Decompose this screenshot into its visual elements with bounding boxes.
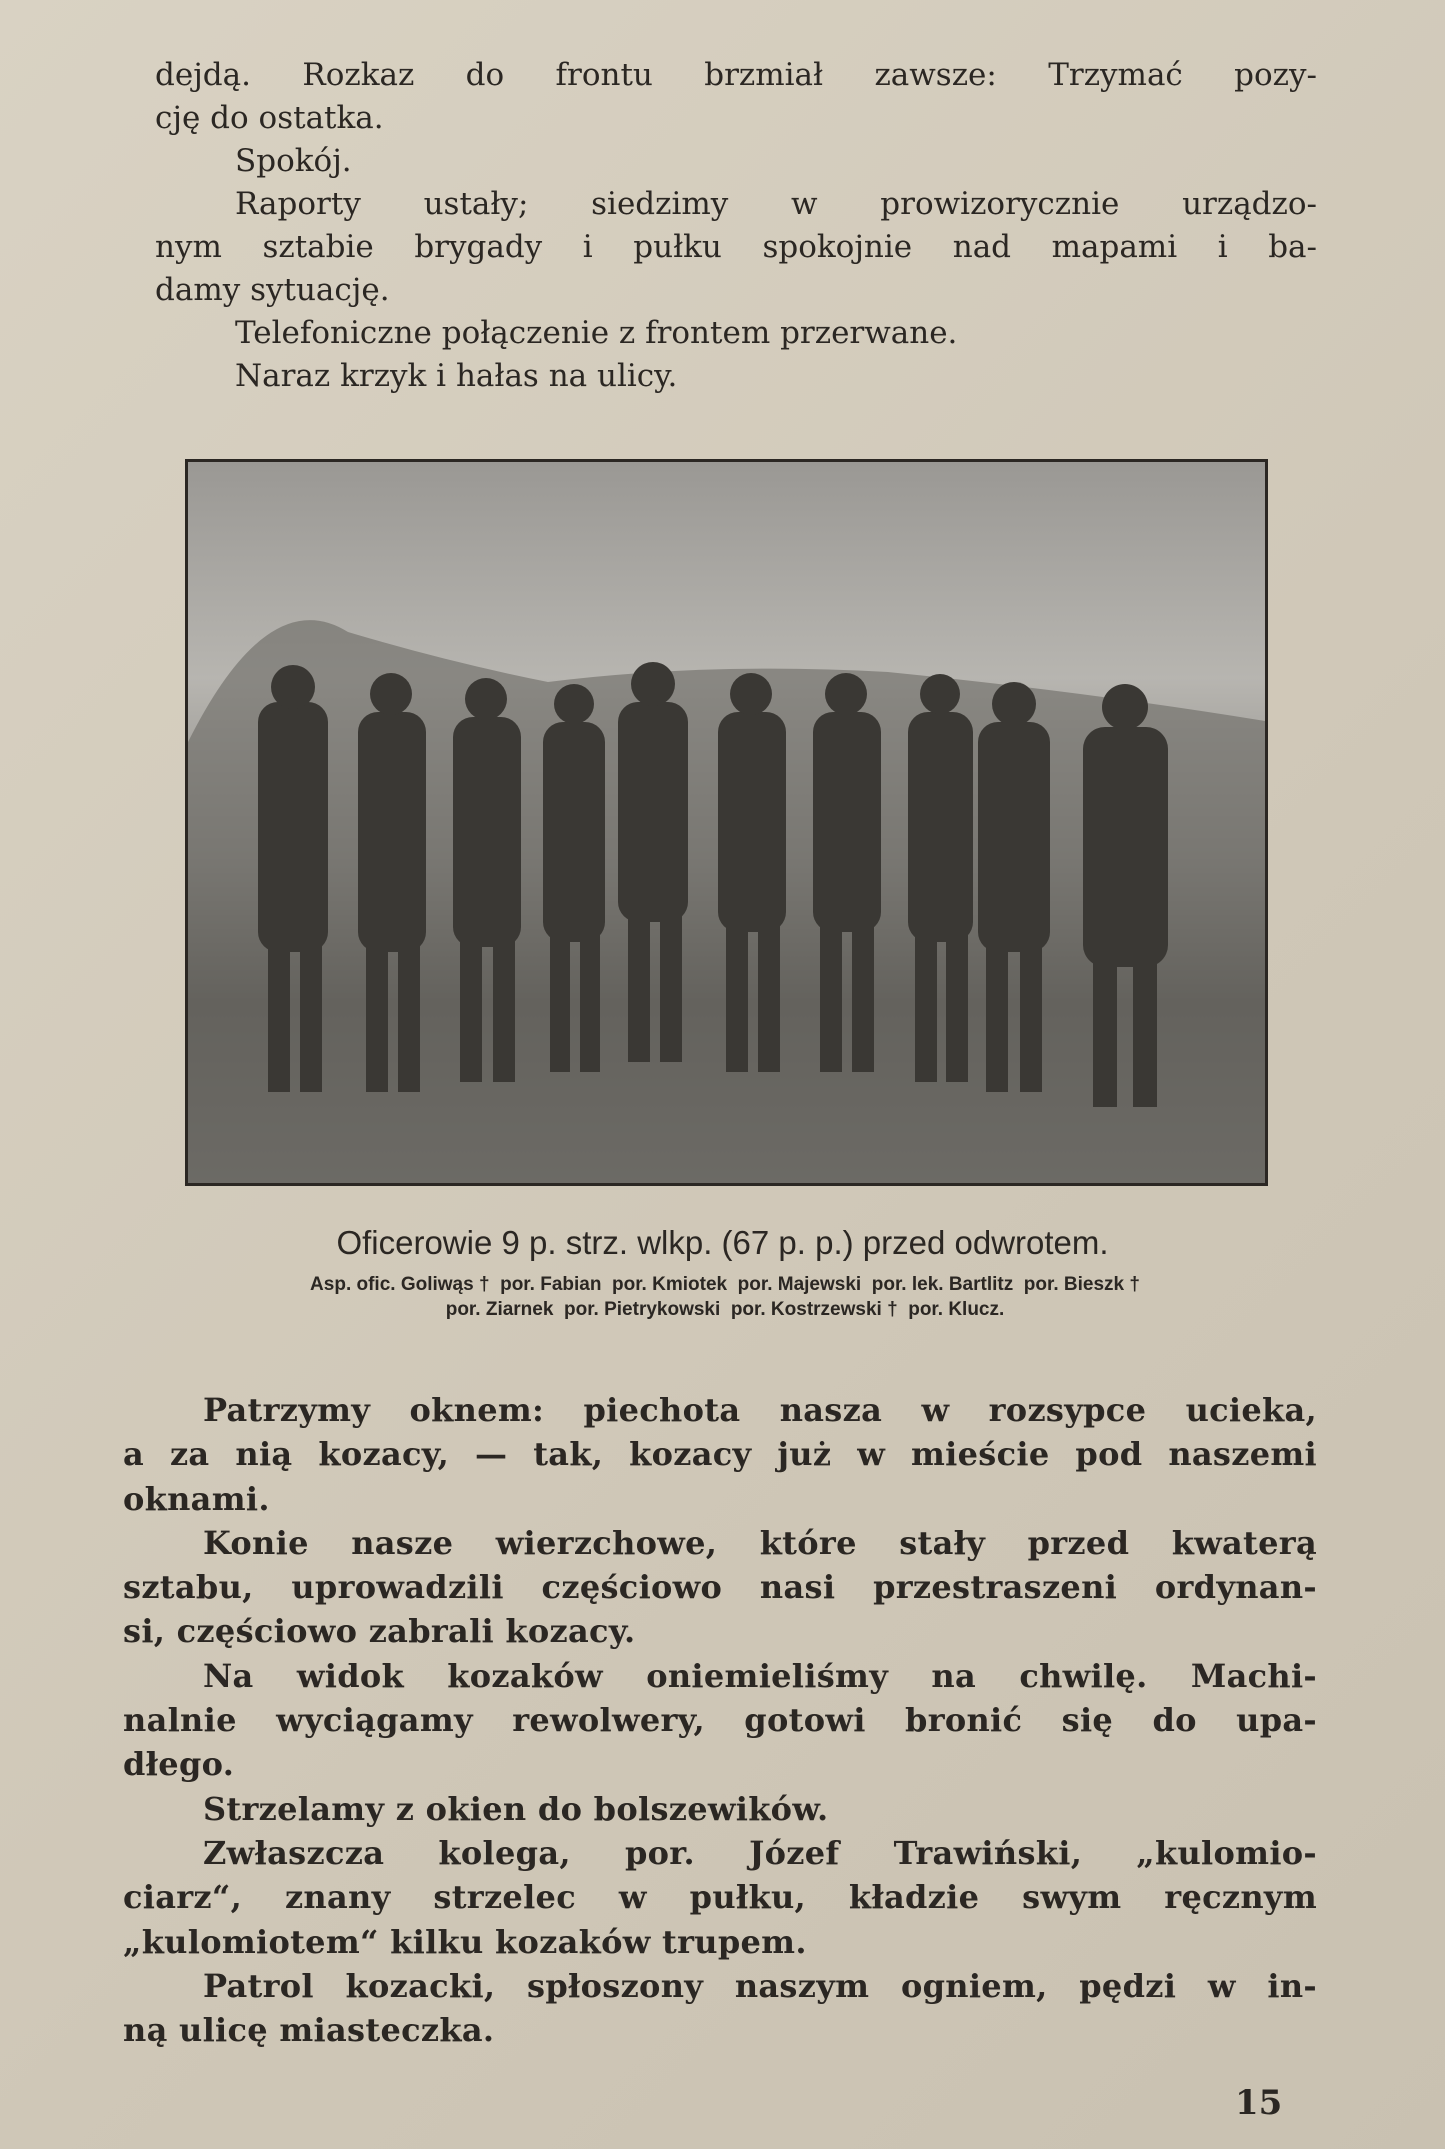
text-line: ną ulicę miasteczka.: [123, 2011, 495, 2050]
text-line: dejdą. Rozkaz do frontu brzmiał zawsze: Trzymać pozy-: [155, 57, 1317, 93]
bottom-paragraphs: [123, 1388, 1317, 2052]
text-line: Naraz krzyk i hałas na ulicy.: [235, 358, 678, 394]
text-line: si, częściowo zabrali kozacy.: [123, 1612, 636, 1651]
text-line: Patrol kozacki, spłoszony naszym ogniem, pędzi w in-: [203, 1966, 1317, 2005]
text-line: nym sztabie brygady i pułku spokojnie nad mapami i ba-: [155, 229, 1317, 265]
text-line: Spokój.: [235, 143, 352, 179]
text-line: Konie nasze wierzchowe, które stały przed kwaterą: [203, 1523, 1317, 1562]
text-line: damy sytuację.: [155, 272, 390, 308]
top-paragraphs: [155, 54, 1317, 398]
text-line: a za nią kozacy, — tak, kozacy już w mieście pod naszemi: [123, 1435, 1317, 1474]
photo-illustration: [188, 462, 1268, 1186]
text-line: dłego.: [123, 1745, 235, 1784]
text-line: Telefoniczne połączenie z frontem przerwane.: [235, 315, 958, 351]
text-line: Zwłaszcza kolega, por. Józef Trawiński, „kulomio-: [203, 1833, 1317, 1872]
text-line: „kulomiotem“ kilku kozaków trupem.: [123, 1922, 807, 1961]
photo-names: [150, 1272, 1300, 1322]
text-line: cję do ostatka.: [155, 100, 384, 136]
text-line: ciarz“, znany strzelec w pułku, kładzie swym ręcznym: [123, 1878, 1317, 1917]
page-number: 15: [1235, 2083, 1283, 2123]
names-line: por. Ziarnek por. Pietrykowski por. Kostrzewski † por. Klucz.: [445, 1299, 1005, 1320]
photograph-officers: [185, 459, 1268, 1186]
text-line: Raporty ustały; siedzimy w prowizorycznie urządzo-: [235, 186, 1317, 222]
text-line: sztabu, uprowadzili częściowo nasi przestraszeni ordynan-: [123, 1568, 1317, 1607]
photo-caption: Oficerowie 9 p. strz. wlkp. (67 p. p.) przed odwrotem.: [336, 1224, 1109, 1261]
text-line: nalnie wyciągamy rewolwery, gotowi bronić się do upa-: [123, 1701, 1317, 1740]
text-line: oknami.: [123, 1479, 270, 1518]
text-line: Patrzymy oknem: piechota nasza w rozsypce ucieka,: [203, 1391, 1317, 1429]
text-line: Strzelamy z okien do bolszewików.: [203, 1789, 829, 1828]
text-line: Na widok kozaków oniemieliśmy na chwilę. Machi-: [203, 1656, 1317, 1695]
names-line: Asp. ofic. Goliwąs † por. Fabian por. Kmiotek por. Majewski por. lek. Bartlitz por. Bieszk †: [310, 1274, 1140, 1295]
